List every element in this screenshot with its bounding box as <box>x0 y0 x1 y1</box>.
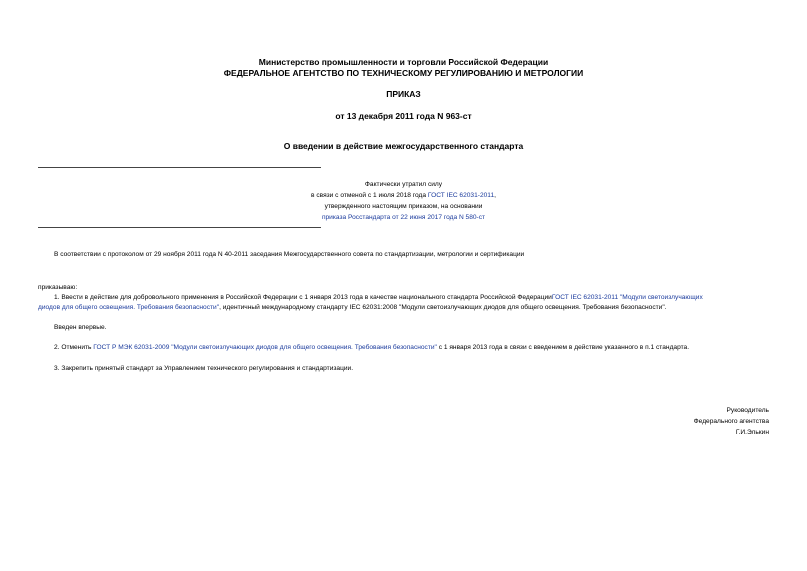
signature-agency: Федерального агентства <box>693 418 769 425</box>
gost-r-mek-62031-link[interactable]: ГОСТ Р МЭК 62031-2009 "Модули светоизлучающих диодов для общего освещения. Требования безопасности" <box>93 344 437 351</box>
item1-text: 1. Ввести в действие для добровольного применения в Российской Федерации с 1 января 2013 года в качестве национального стандарта Российской Федерации <box>54 294 552 301</box>
item3: 3. Закрепить принятый стандарт за Управлением технического регулирования и стандартизации. <box>54 365 354 372</box>
gost-iec-62031-title-link-a[interactable]: ГОСТ IEC 62031-2011 "Модули светоизлучающих <box>551 294 703 301</box>
status-note-line1: Фактически утратил силу <box>364 181 443 188</box>
status-note-prefix: в связи с отменой с 1 июля 2018 года <box>311 192 428 199</box>
gost-iec-62031-link[interactable]: ГОСТ IEC 62031-2011 <box>427 192 495 199</box>
document-date-number: от 13 декабря 2011 года N 963-ст <box>335 111 472 121</box>
item1-line1 <box>54 293 703 303</box>
preamble-text: В соответствии с протоколом от 29 ноября 2011 года N 40-2011 заседания Межгосударственного совета по стандартизации, метрологии и сертификации <box>54 251 525 258</box>
item1-tail: , идентичный международному стандарту IEC 62031:2008 "Модули светоизлучающих диодов для общего освещения. Требования безопасности". <box>219 304 667 311</box>
item1-line2 <box>38 303 667 313</box>
item2 <box>54 343 689 353</box>
divider-top <box>38 167 321 168</box>
ministry-name: Министерство промышленности и торговли Российской Федерации <box>258 57 549 67</box>
status-note-line3: утвержденного настоящим приказом, на основании <box>324 203 483 210</box>
status-note-line2 <box>38 190 769 201</box>
status-note-line4 <box>38 212 769 223</box>
divider-bottom <box>38 227 321 228</box>
document-type: ПРИКАЗ <box>386 89 421 99</box>
document-title: О введении в действие межгосударственного стандарта <box>283 141 524 151</box>
signature-position: Руководитель <box>726 407 769 414</box>
status-note-comma: , <box>494 192 496 199</box>
order-word: приказываю: <box>38 284 78 291</box>
introduced-first: Введен впервые. <box>54 324 107 331</box>
signature-name: Г.И.Элькин <box>735 429 769 436</box>
rosstandart-order-link[interactable]: приказа Росстандарта от 22 июня 2017 года N 580-ст <box>321 214 486 221</box>
item2-suffix: с 1 января 2013 года в связи с введением в действие указанного в п.1 стандарта. <box>436 344 690 351</box>
agency-name: ФЕДЕРАЛЬНОЕ АГЕНТСТВО ПО ТЕХНИЧЕСКОМУ РЕГУЛИРОВАНИЮ И МЕТРОЛОГИИ <box>223 68 584 78</box>
gost-iec-62031-title-link-b[interactable]: диодов для общего освещения. Требования безопасности" <box>38 304 220 311</box>
item2-prefix: 2. Отменить <box>54 344 94 351</box>
